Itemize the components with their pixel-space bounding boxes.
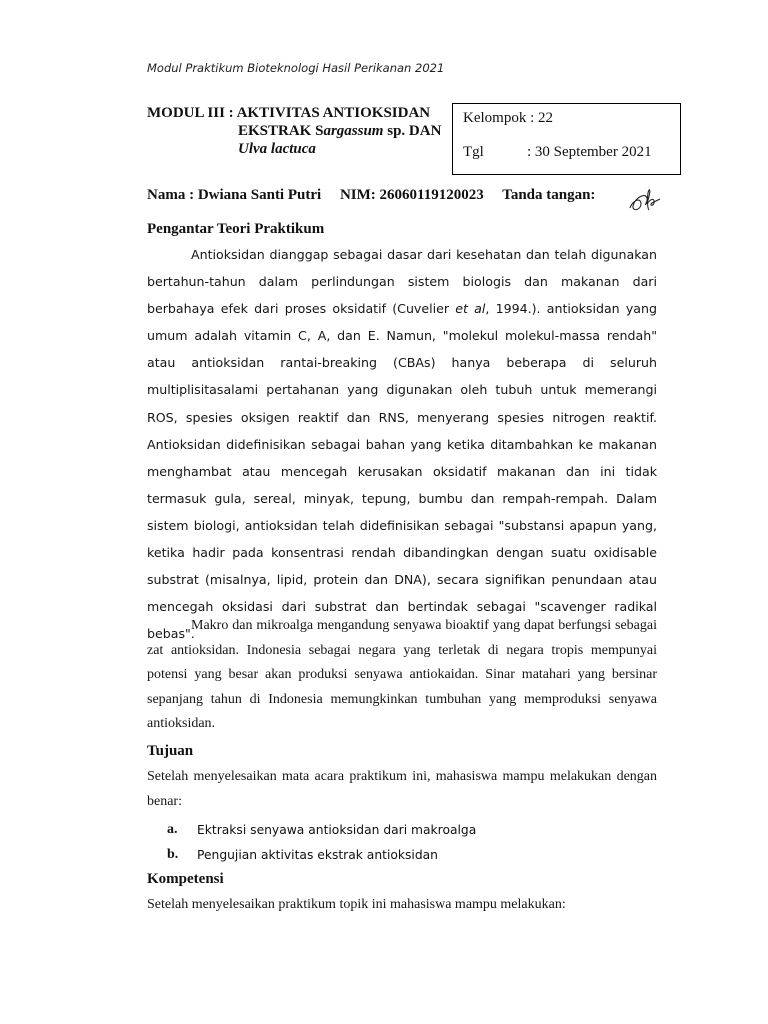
para1-text-b: , 1994.). antioksidan yang umum adalah vitamin C, A, dan E. Namun, "molekul molekul-massa rendah" atau antioksidan rantai-breaking (CBAs) hanya beberapa di seluruh multiplisitasalami pertahanan yang digunakan oleh tubuh untuk memerangi ROS, spesies oksigen reaktif dan RNS, menyerang spesies nitrogen reaktif. Antioksidan didefinisikan sebagai bahan yang ketika ditambahkan ke makanan menghambat atau mencegah kerusakan oksidatif makanan dan ini tidak termasuk gula, sereal, minyak, tepung, bumbu dan rempah-rempah. Dalam sistem biologi, antioksidan telah didefinisikan sebagai "substansi apapun yang, ketika hadir pada konsentrasi rendah dibandingkan dengan suatu oxidisable substrat (misalnya, lipid, protein dan DNA), secara signifikan penundaan atau mencegah oksidasi dari substrat dan bertindak sebagai "scavenger radikal bebas". bbox=[147, 301, 657, 642]
pengantar-heading: Pengantar Teori Praktikum bbox=[147, 221, 325, 237]
tujuan-list bbox=[147, 817, 657, 867]
nim-value: 26060119120023 bbox=[379, 187, 484, 203]
kelompok-value: 22 bbox=[538, 110, 553, 126]
list-item-text: Ektraksi senyawa antioksidan dari makroalga bbox=[197, 822, 477, 837]
para1-text-a: Antioksidan dianggap sebagai dasar dari kesehatan dan telah digunakan bertahun-tahun dalam perlindungan sistem biologis dan makanan dari berbahaya efek dari proses oksidatif (Cuvelier bbox=[147, 247, 657, 317]
pengantar-paragraph-1 bbox=[147, 241, 657, 647]
tgl-row: Tgl : 30 September 2021 bbox=[463, 144, 652, 160]
tgl-label: Tgl bbox=[463, 144, 484, 160]
group-info-box bbox=[452, 103, 681, 175]
signature-label: Tanda tangan: bbox=[502, 187, 596, 203]
handwritten-signature bbox=[627, 184, 663, 218]
module-title bbox=[147, 104, 441, 158]
kompetensi-intro: Setelah menyelesaikan praktikum topik ini mahasiswa mampu melakukan: bbox=[147, 897, 566, 912]
nama-label: Nama bbox=[147, 187, 186, 203]
tgl-value: 30 September 2021 bbox=[534, 144, 652, 160]
para1-italic: et al bbox=[455, 301, 486, 317]
module-title-line2 bbox=[147, 122, 441, 140]
list-item-text: Pengujian aktivitas ekstrak antioksidan bbox=[197, 847, 438, 862]
list-item bbox=[147, 842, 657, 867]
tujuan-heading: Tujuan bbox=[147, 743, 194, 759]
list-item bbox=[147, 817, 657, 842]
title-italic-genus: argassum bbox=[323, 123, 384, 139]
pengantar-paragraph-2: Makro dan mikroalga mengandung senyawa bioaktif yang dapat berfungsi sebagai zat antioksidan. Indonesia sebagai negara yang terletak di negara tropis mempunyai potensi yang besar akan produksi senyawa antiokaidan. Sinar matahari yang bersinar sepanjang tahun di Indonesia memungkinkan tumbuhan yang memproduksi senyawa antioksidan. bbox=[147, 618, 657, 731]
kelompok-row: Kelompok : 22 bbox=[463, 110, 553, 126]
running-header: Modul Praktikum Bioteknologi Hasil Perikanan 2021 bbox=[147, 61, 445, 75]
module-title-line3 bbox=[147, 140, 441, 158]
kompetensi-heading: Kompetensi bbox=[147, 871, 224, 887]
module-title-line1: MODUL III : AKTIVITAS ANTIOKSIDAN bbox=[147, 105, 431, 121]
title-species: Ulva lactuca bbox=[238, 141, 316, 157]
student-identity: Nama : Dwiana Santi Putri NIM: 26060119120023 Tanda tangan: bbox=[147, 187, 596, 203]
list-marker: a. bbox=[167, 821, 178, 837]
list-marker: b. bbox=[167, 846, 179, 862]
kelompok-label: Kelompok bbox=[463, 110, 527, 126]
nim-label: NIM bbox=[339, 187, 371, 203]
tujuan-intro: Setelah menyelesaikan mata acara praktikum ini, mahasiswa mampu melakukan dengan benar: bbox=[147, 769, 657, 809]
title-prefix: EKSTRAK S bbox=[238, 123, 324, 139]
nama-value: Dwiana Santi Putri bbox=[197, 187, 322, 203]
title-suffix: sp. DAN bbox=[383, 123, 442, 139]
